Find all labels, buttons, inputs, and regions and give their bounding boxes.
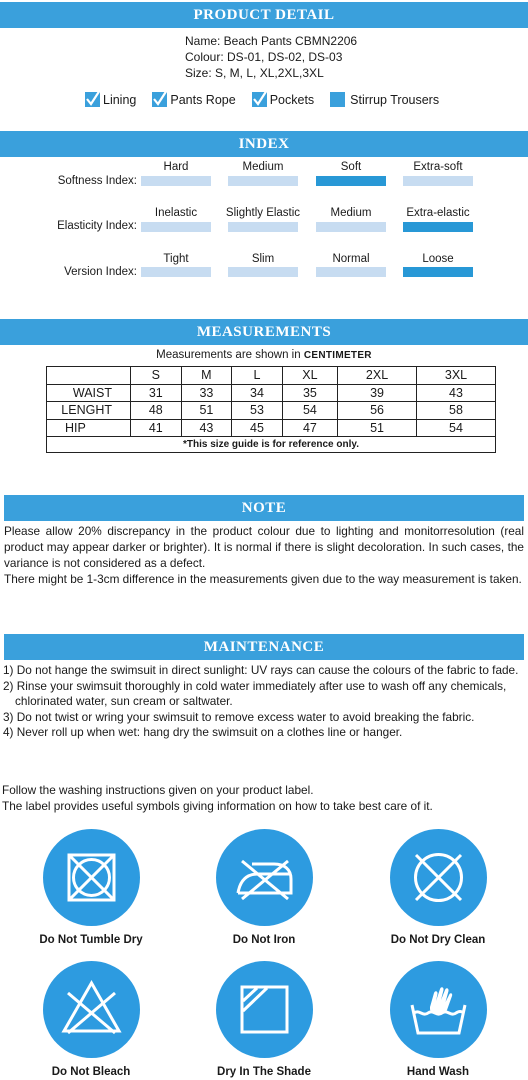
index-bar — [141, 222, 211, 232]
follow-instructions-text — [2, 782, 522, 814]
index-bar — [141, 176, 211, 186]
index-bar — [228, 267, 298, 277]
index-option: Soft — [340, 161, 362, 173]
care-item-no-dry-clean — [348, 829, 528, 946]
checkbox-unchecked-icon — [330, 92, 345, 107]
maintenance-item: 3) Do not twist or wring your swimsuit to remove excess water to avoid breaking the fabric. — [3, 709, 475, 724]
table-header-cell — [47, 367, 131, 385]
follow-line: The label provides useful symbols giving information on how to take best care of it. — [2, 799, 433, 813]
product-name: Name: Beach Pants CBMN2206 — [185, 34, 358, 48]
index-option: Normal — [332, 253, 370, 265]
care-item-dry-in-shade — [174, 961, 354, 1078]
measurement-unit-note — [0, 349, 528, 361]
index-bar — [316, 222, 386, 232]
index-option: Medium — [242, 161, 284, 173]
care-label: Do Not Tumble Dry — [39, 934, 143, 946]
table-row — [47, 419, 496, 437]
care-item-no-iron — [174, 829, 354, 946]
care-label: Dry In The Shade — [217, 1066, 311, 1078]
table-cell: 39 — [338, 384, 417, 402]
feature-label: Pants Rope — [170, 92, 236, 107]
care-label: Do Not Dry Clean — [390, 934, 486, 946]
product-size: Size: S, M, L, XL,2XL,3XL — [185, 66, 324, 80]
table-header-cell: M — [181, 367, 232, 385]
index-option: Tight — [163, 253, 189, 265]
care-label: Do Not Iron — [232, 934, 296, 946]
table-cell: 35 — [282, 384, 337, 402]
maintenance-header — [4, 634, 524, 660]
no-dry-clean-icon — [390, 829, 487, 926]
index-bar-selected — [403, 267, 473, 277]
index-bar — [228, 176, 298, 186]
table-header-cell: L — [232, 367, 283, 385]
feature-label: Pockets — [269, 92, 315, 107]
table-footer-row — [47, 437, 496, 453]
maintenance-item: 4) Never roll up when wet: hang dry the swimsuit on a clothes line or hanger. — [3, 725, 403, 739]
table-cell: 54 — [282, 402, 337, 420]
product-detail-header — [0, 2, 528, 28]
row-label: HIP — [47, 419, 131, 437]
unit-note-text: Measurements are shown in — [156, 349, 304, 361]
feature-list — [85, 92, 455, 107]
size-guide-disclaimer: *This size guide is for reference only. — [47, 437, 496, 453]
checkbox-checked-icon — [252, 92, 267, 107]
table-row — [47, 402, 496, 420]
care-item-no-bleach — [1, 961, 181, 1078]
maintenance-item: 1) Do not hange the swimsuit in direct sunlight: UV rays can cause the colours of the fabric to fade. — [3, 663, 519, 677]
table-header-row — [47, 367, 496, 385]
row-label: LENGHT — [47, 402, 131, 420]
index-option: Extra-soft — [413, 161, 463, 173]
index-bar-selected — [316, 176, 386, 186]
table-cell: 34 — [232, 384, 283, 402]
note-paragraph-colour: Please allow 20% discrepancy in the product colour due to lighting and monitorresolution (real product may appear darker or brighter). It is normal if there is slight decoloration. In such cases, the variance is not considered as a defect. — [4, 524, 524, 570]
index-header — [0, 131, 528, 157]
note-paragraph-measurement: There might be 1-3cm difference in the measurements given due to the way measurement is taken. — [4, 572, 522, 586]
care-label: Do Not Bleach — [51, 1066, 131, 1078]
no-tumble-dry-icon — [43, 829, 140, 926]
table-header-cell: XL — [282, 367, 337, 385]
product-colour: Colour: DS-01, DS-02, DS-03 — [185, 50, 343, 64]
index-option: Extra-elastic — [406, 207, 470, 219]
maintenance-list — [3, 663, 523, 741]
table-header-cell: 3XL — [417, 367, 496, 385]
row-label: WAIST — [47, 384, 131, 402]
maintenance-item: 2) Rinse your swimsuit thoroughly in cold water immediately after use to wash off any chemicals, chlorinated water, sun cream or saltwater. — [3, 678, 507, 708]
index-bar-selected — [403, 222, 473, 232]
table-cell: 54 — [417, 419, 496, 437]
table-header-cell: S — [131, 367, 182, 385]
index-bar — [141, 267, 211, 277]
measurements-header — [0, 319, 528, 345]
table-cell: 47 — [282, 419, 337, 437]
note-header — [4, 495, 524, 521]
index-title: INDEX — [238, 135, 290, 152]
index-option: Slim — [251, 253, 275, 265]
index-option: Hard — [163, 161, 189, 173]
maintenance-title: MAINTENANCE — [203, 638, 325, 655]
table-cell: 43 — [417, 384, 496, 402]
table-cell: 56 — [338, 402, 417, 420]
softness-index-label: Softness Index: — [57, 175, 137, 187]
table-cell: 43 — [181, 419, 232, 437]
measurements-title: MEASUREMENTS — [196, 323, 332, 340]
table-cell: 58 — [417, 402, 496, 420]
table-cell: 41 — [131, 419, 182, 437]
dry-in-shade-icon — [216, 961, 313, 1058]
index-option: Loose — [422, 253, 454, 265]
no-bleach-icon — [43, 961, 140, 1058]
feature-pockets — [252, 92, 314, 107]
table-cell: 33 — [181, 384, 232, 402]
index-option: Medium — [330, 207, 372, 219]
product-info — [185, 33, 357, 81]
version-index-label: Version Index: — [64, 266, 137, 278]
table-cell: 45 — [232, 419, 283, 437]
index-bar — [403, 176, 473, 186]
table-cell: 48 — [131, 402, 182, 420]
feature-label: Lining — [103, 92, 137, 107]
table-cell: 51 — [338, 419, 417, 437]
elasticity-index-label: Elasticity Index: — [57, 220, 137, 232]
care-item-no-tumble-dry — [1, 829, 181, 946]
follow-line: Follow the washing instructions given on your product label. — [2, 783, 314, 797]
note-title: NOTE — [241, 499, 287, 516]
table-row — [47, 384, 496, 402]
table-cell: 53 — [232, 402, 283, 420]
feature-lining — [85, 92, 136, 107]
care-item-hand-wash — [348, 961, 528, 1078]
product-detail-title: PRODUCT DETAIL — [193, 6, 335, 23]
feature-stirrup-trousers — [330, 92, 439, 107]
care-label: Hand Wash — [406, 1066, 470, 1078]
size-table — [46, 366, 496, 453]
table-cell: 51 — [181, 402, 232, 420]
index-bar — [316, 267, 386, 277]
hand-wash-icon — [390, 961, 487, 1058]
table-header-cell: 2XL — [338, 367, 417, 385]
index-bar — [228, 222, 298, 232]
index-option: Inelastic — [154, 207, 198, 219]
feature-pants-rope — [152, 92, 235, 107]
unit-name: CENTIMETER — [303, 350, 372, 361]
no-iron-icon — [216, 829, 313, 926]
index-option: Slightly Elastic — [225, 207, 301, 219]
table-cell: 31 — [131, 384, 182, 402]
feature-label: Stirrup Trousers — [350, 92, 440, 107]
checkbox-checked-icon — [152, 92, 167, 107]
checkbox-checked-icon — [85, 92, 100, 107]
